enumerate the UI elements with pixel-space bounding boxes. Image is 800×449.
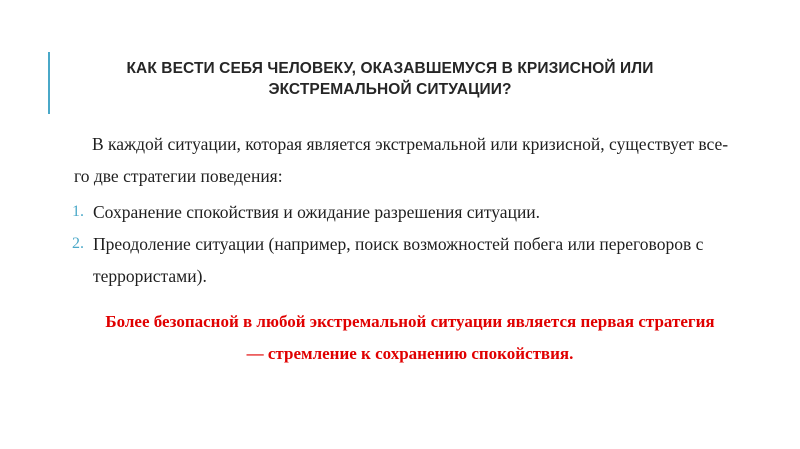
conclusion-line-1: Более безопасной в любой экстремальной ситуации является первая стратегия [105, 312, 715, 331]
conclusion-highlight [60, 306, 760, 370]
conclusion-line-2: — стремление к сохранению спокойствия. [246, 344, 574, 363]
list-text-2: Преодоление ситуации (например, поиск возможностей побега или переговоров с [93, 234, 704, 254]
title-accent-bar [48, 52, 50, 114]
slide-title [60, 58, 720, 100]
intro-line-2: го две стратегии поведения: [74, 166, 283, 186]
title-line-2: ЭКСТРЕМАЛЬНОЙ СИТУАЦИИ? [268, 81, 512, 98]
list-number-1: 1. [72, 203, 84, 220]
list-text-1: Сохранение спокойствия и ожидание разрешения ситуации. [93, 202, 541, 222]
list-text-2-cont: террористами). [93, 266, 207, 286]
list-number-2: 2. [72, 235, 84, 252]
title-line-1: КАК ВЕСТИ СЕБЯ ЧЕЛОВЕКУ, ОКАЗАВШЕМУСЯ В КРИЗИСНОЙ ИЛИ [126, 60, 654, 77]
intro-line-1: В каждой ситуации, которая является экстремальной или кризисной, существует все- [92, 134, 729, 154]
